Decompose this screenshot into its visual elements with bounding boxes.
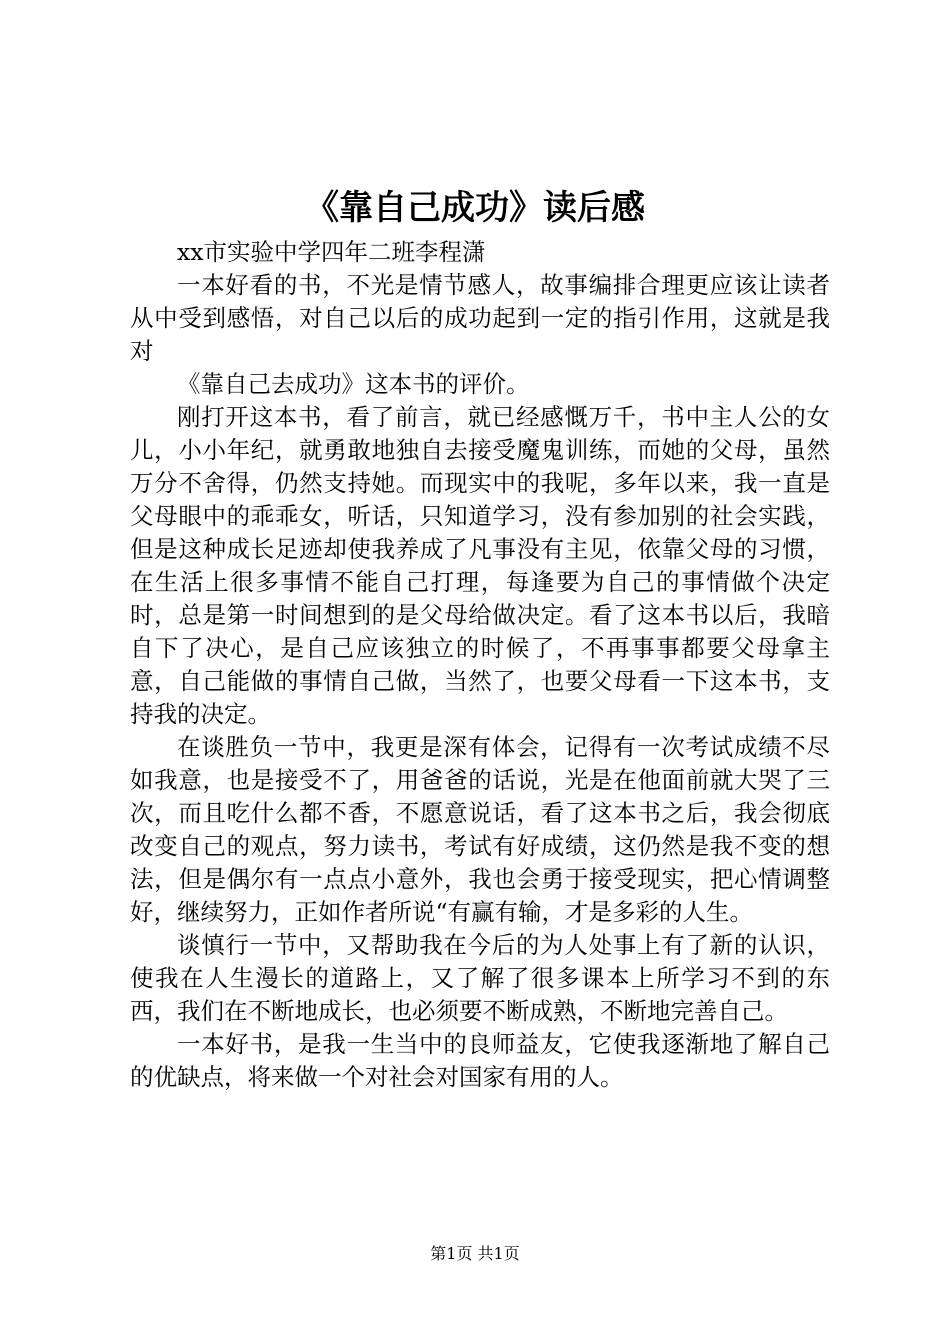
- document-title: 《靠自己成功》读后感: [305, 188, 645, 228]
- paragraph-1: 一本好看的书，不光是情节感人，故事编排合理更应该让读者从中受到感悟，对自己以后的成功起到一定的指引作用，这就是我对: [130, 271, 830, 365]
- author-byline: xx市实验中学四年二班李程潇: [177, 238, 486, 266]
- paragraph-6: 一本好书，是我一生当中的良师益友，它使我逐渐地了解自己的优缺点，将来做一个对社会对国家有用的人。: [130, 1030, 830, 1091]
- paragraph-4: 在谈胜负一节中，我更是深有体会，记得有一次考试成绩不尽如我意，也是接受不了，用爸爸的话说，光是在他面前就大哭了三次，而且吃什么都不香，不愿意说话，看了这本书之后，我会彻底改变自己的观点，努力读书，考试有好成绩，这仍然是我不变的想法，但是偶尔有一点点小意外，我也会勇于接受现实，把心情调整好，继续努力，正如作者所说“有赢有输，才是多彩的人生。: [130, 733, 830, 926]
- paragraph-2: 《靠自己去成功》这本书的评价。: [177, 370, 530, 398]
- paragraph-3: 刚打开这本书，看了前言，就已经感慨万千，书中主人公的女儿，小小年纪，就勇敢地独自去接受魔鬼训练，而她的父母，虽然万分不舍得，仍然支持她。而现实中的我呢，多年以来，我一直是父母眼中的乖乖女，听话，只知道学习，没有参加别的社会实践，但是这种成长足迹却使我养成了凡事没有主见，依靠父母的习惯，在生活上很多事情不能自己打理，每逢要为自己的事情做个决定时，总是第一时间想到的是父母给做决定。看了这本书以后，我暗自下了决心，是自己应该独立的时候了，不再事事都要父母拿主意，自己能做的事情自己做，当然了，也要父母看一下这本书，支持我的决定。: [130, 403, 830, 728]
- page-footer: 第1页 共1页: [430, 1244, 520, 1263]
- paragraph-5: 谈慎行一节中，又帮助我在今后的为人处事上有了新的认识，使我在人生漫长的道路上，又了解了很多课本上所学习不到的东西，我们在不断地成长，也必须要不断成熟，不断地完善自己。: [130, 931, 830, 1025]
- document-body: [130, 236, 830, 1094]
